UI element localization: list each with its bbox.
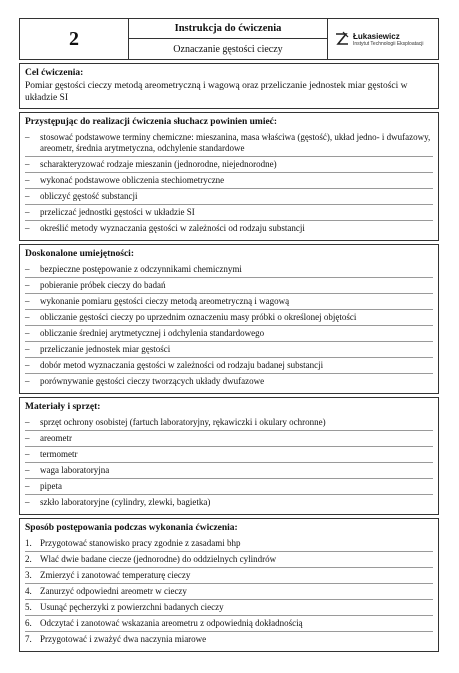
skills-list bbox=[25, 262, 433, 389]
list-item: – przeliczać jednostki gęstości w układzie SI bbox=[25, 205, 433, 221]
procedure-list bbox=[25, 536, 433, 647]
list-item: – pipeta bbox=[25, 479, 433, 495]
section-heading: Przystępując do realizacji ćwiczenia słuchacz powinien umieć: bbox=[25, 117, 278, 127]
list-item: 6. Odczytać i zanotować wskazania areometru z odpowiednią dokładnością bbox=[25, 616, 433, 632]
logo bbox=[328, 19, 438, 59]
section-procedure bbox=[19, 518, 439, 652]
section-prerequisites bbox=[19, 112, 439, 241]
logo-text bbox=[353, 32, 424, 47]
list-item: – określić metody wyznaczania gęstości w zależności od rodzaju substancji bbox=[25, 223, 305, 233]
section-heading: Sposób postępowania podczas wykonania ćwiczenia: bbox=[25, 523, 238, 533]
instruction-sheet bbox=[19, 18, 439, 652]
list-item: – szkło laboratoryjne (cylindry, zlewki, bagietka) bbox=[25, 497, 211, 507]
list-item: – dobór metod wyznaczania gęstości w zależności od rodzaju badanej substancji bbox=[25, 358, 433, 374]
materials-list bbox=[25, 415, 433, 510]
section-materials bbox=[19, 397, 439, 515]
list-item: – obliczanie średniej arytmetycznej i odchylenia standardowego bbox=[25, 326, 433, 342]
list-item: – obliczyć gęstość substancji bbox=[25, 189, 433, 205]
section-goal bbox=[19, 63, 439, 109]
section-heading: Materiały i sprzęt: bbox=[25, 402, 101, 412]
list-item: – wykonanie pomiaru gęstości cieczy metodą areometryczną i wagową bbox=[25, 294, 433, 310]
list-item: – scharakteryzować rodzaje mieszanin (jednorodne, niejednorodne) bbox=[25, 157, 433, 173]
logo-subname: Instytut Technologii Eksploatacji bbox=[353, 40, 424, 47]
list-item: 7. Przygotować i zważyć dwa naczynia miarowe bbox=[25, 634, 207, 644]
list-item: – przeliczanie jednostek miar gęstości bbox=[25, 342, 433, 358]
list-item: – stosować podstawowe terminy chemiczne: mieszanina, masa właściwa (gęstość), układ jedno- i dwufazowy, areometr, średnia arytmetyczna, odchylenie standardowe bbox=[25, 130, 433, 157]
header bbox=[19, 18, 439, 60]
goal-text: Pomiar gęstości cieczy metodą areometryczną i wagową oraz przeliczanie jednostek miar gęstości w układzie SI bbox=[25, 81, 408, 103]
header-title: Instrukcja do ćwiczenia bbox=[129, 19, 327, 39]
header-subtitle: Oznaczanie gęstości cieczy bbox=[173, 43, 283, 55]
list-item: – wykonać podstawowe obliczenia stechiometryczne bbox=[25, 173, 433, 189]
list-item: – bezpieczne postępowanie z odczynnikami chemicznymi bbox=[25, 262, 433, 278]
list-item: 1. Przygotować stanowisko pracy zgodnie z zasadami bhp bbox=[25, 536, 433, 552]
list-item: – sprzęt ochrony osobistej (fartuch laboratoryjny, rękawiczki i okulary ochronne) bbox=[25, 415, 433, 431]
list-item: – termometr bbox=[25, 447, 433, 463]
section-heading: Cel ćwiczenia: bbox=[25, 68, 84, 78]
list-item: – pobieranie próbek cieczy do badań bbox=[25, 278, 433, 294]
exercise-number: 2 bbox=[20, 19, 129, 59]
header-title-block bbox=[129, 19, 328, 59]
list-item: – areometr bbox=[25, 431, 433, 447]
list-item: – waga laboratoryjna bbox=[25, 463, 433, 479]
logo-name: Łukasiewicz bbox=[353, 31, 400, 41]
logo-icon bbox=[334, 31, 350, 47]
list-item: 3. Zmierzyć i zanotować temperaturę cieczy bbox=[25, 568, 433, 584]
list-item: 5. Usunąć pęcherzyki z powierzchni badanych cieczy bbox=[25, 600, 433, 616]
section-heading: Doskonalone umiejętności: bbox=[25, 249, 134, 259]
list-item: 4. Zanurzyć odpowiedni areometr w cieczy bbox=[25, 584, 433, 600]
prerequisites-list bbox=[25, 130, 433, 236]
list-item: 2. Wlać dwie badane ciecze (jednorodne) do oddzielnych cylindrów bbox=[25, 552, 433, 568]
list-item: – obliczanie gęstości cieczy po uprzednim oznaczeniu masy próbki o określonej objętości bbox=[25, 310, 433, 326]
list-item: – porównywanie gęstości cieczy tworzących układy dwufazowe bbox=[25, 376, 265, 386]
section-skills bbox=[19, 244, 439, 394]
